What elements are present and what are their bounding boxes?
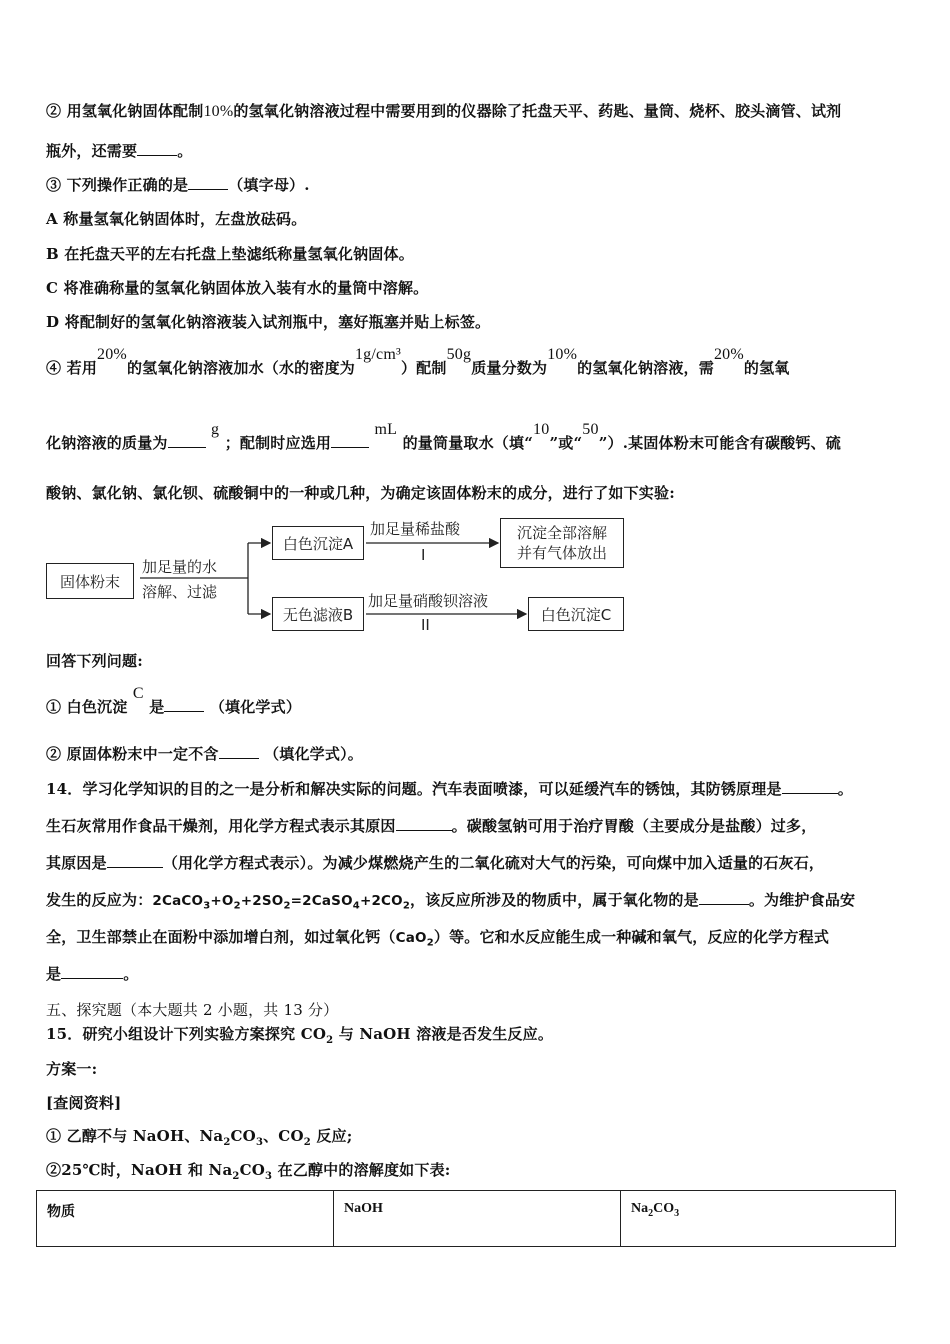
q15-intro: 15．研究小组设计下列实验方案探究 $CO_2$ 与 NaOH 溶液是否发生反应。 <box>46 1025 554 1046</box>
q14-line6: 是 。 <box>46 965 139 983</box>
answer-blank[interactable] <box>107 866 163 868</box>
answer-blank[interactable] <box>782 792 838 794</box>
answer-blank[interactable] <box>61 977 123 979</box>
box-result-1: 沉淀全部溶解 并有气体放出 <box>500 518 624 568</box>
q14-line4: 发生的反应为：$2CaCO_3+O_2+2SO_2=2CaSO_4+2CO_2$，该反应所涉及的物质中，属于氧化物的是 。为维护食品安 <box>46 891 856 912</box>
answer-blank[interactable] <box>164 710 204 712</box>
q14-line3: 其原因是 （用化学方程式表示）。为减少煤燃烧产生的二氧化硫对大气的污染，可向煤中加入适量的石灰石， <box>46 854 825 872</box>
option-a: A 称量氢氧化钠固体时，左盘放砝码。 <box>46 210 307 228</box>
box-white-precipitate-a: 白色沉淀A <box>272 526 364 560</box>
box-white-precipitate-c: 白色沉淀C <box>528 597 624 631</box>
table-header-substance: 物质 <box>37 1191 334 1247</box>
q13-part4-line2: 化钠溶液的质量为 g ；配制时应选用 mL 的量筒量取水（填“10”或“50”）.某固体粉末可能含有碳酸钙、硫 <box>46 421 841 452</box>
q14-line1: 14．学习化学知识的目的之一是分析和解决实际的问题。汽车表面喷漆，可以延缓汽车的锈蚀，其防锈原理是 。 <box>46 780 853 798</box>
box-colorless-filtrate-b: 无色滤液B <box>272 597 364 631</box>
percent-10: 10% <box>203 103 234 120</box>
step-dissolve-filter: 溶解、过滤 <box>142 583 218 601</box>
q14-line5: 全，卫生部禁止在面粉中添加增白剂，如过氧化钙（CaO$_2$）等。它和水反应能生成一种碱和氧气，反应的化学方程式 <box>46 928 830 949</box>
box-solid-powder: 固体粉末 <box>46 563 134 599</box>
reference-2: ②25℃时，NaOH 和 $Na_2CO_3$ 在乙醇中的溶解度如下表: <box>46 1161 451 1182</box>
q13-part2-line1: ② 用氢氧化钠固体配制10%的氢氧化钠溶液过程中需要用到的仪器除了托盘天平、药匙、量筒、烧杯、胶头滴管、试剂 <box>46 102 842 120</box>
q13-part4-line1: ④ 若用20%的氢氧化钠溶液加水（水的密度为1g/cm³）配制50g质量分数为10%的氢氧化钠溶液，需20%的氢氧 <box>46 346 790 377</box>
answer-blank[interactable] <box>219 757 259 759</box>
section-5-title: 五、探究题（本大题共 2 小题，共 13 分） <box>46 1001 339 1019</box>
step-add-water: 加足量的水 <box>142 558 218 576</box>
option-b: B 在托盘天平的左右托盘上垫滤纸称量氢氧化钠固体。 <box>46 245 414 263</box>
answer-1: ① 白色沉淀 C 是 （填化学式） <box>46 685 302 716</box>
reference-heading: [查阅资料] <box>46 1094 122 1112</box>
table-row <box>37 1191 896 1247</box>
arrow2-number: II <box>421 616 430 634</box>
answer-blank[interactable] <box>331 446 369 448</box>
answer-2: ② 原固体粉末中一定不含 （填化学式）。 <box>46 745 363 763</box>
answer-blank[interactable] <box>137 154 177 156</box>
reaction-equation: $2CaCO_3+O_2+2SO_2=2CaSO_4+2CO_2$ <box>152 893 410 912</box>
table-header-na2co3: $Na_2CO_3$ <box>621 1191 896 1247</box>
answer-blank[interactable] <box>188 188 228 190</box>
option-d: D 将配制好的氢氧化钠溶液装入试剂瓶中，塞好瓶塞并贴上标签。 <box>46 313 491 331</box>
table-header-naoh: NaOH <box>334 1191 621 1247</box>
q13-part3: ③ 下列操作正确的是 （填字母）. <box>46 176 310 194</box>
answer-blank[interactable] <box>396 829 452 831</box>
q13-part5: 酸钠、氯化钠、氯化钡、硫酸铜中的一种或几种，为确定该固体粉末的成分，进行了如下实验: <box>46 484 675 502</box>
answer-blank[interactable] <box>699 903 749 905</box>
plan-one: 方案一: <box>46 1060 98 1078</box>
q14-line2: 生石灰常用作食品干燥剂，用化学方程式表示其原因 。碳酸氢钠可用于治疗胃酸（主要成分是盐酸）过多， <box>46 817 817 835</box>
reference-1: ① 乙醇不与 NaOH、$Na_2CO_3$、$CO_2$ 反应; <box>46 1127 353 1148</box>
option-c: C 将准确称量的氢氧化钠固体放入装有水的量筒中溶解。 <box>46 279 429 297</box>
q13-part2-line2: 瓶外，还需要 。 <box>46 142 193 160</box>
solubility-table <box>36 1190 896 1247</box>
answer-blank[interactable] <box>168 446 206 448</box>
answers-intro: 回答下列问题: <box>46 652 143 670</box>
arrow1-label: 加足量稀盐酸 <box>370 520 461 538</box>
arrow1-number: I <box>421 546 426 564</box>
arrow2-label: 加足量硝酸钡溶液 <box>368 592 489 610</box>
